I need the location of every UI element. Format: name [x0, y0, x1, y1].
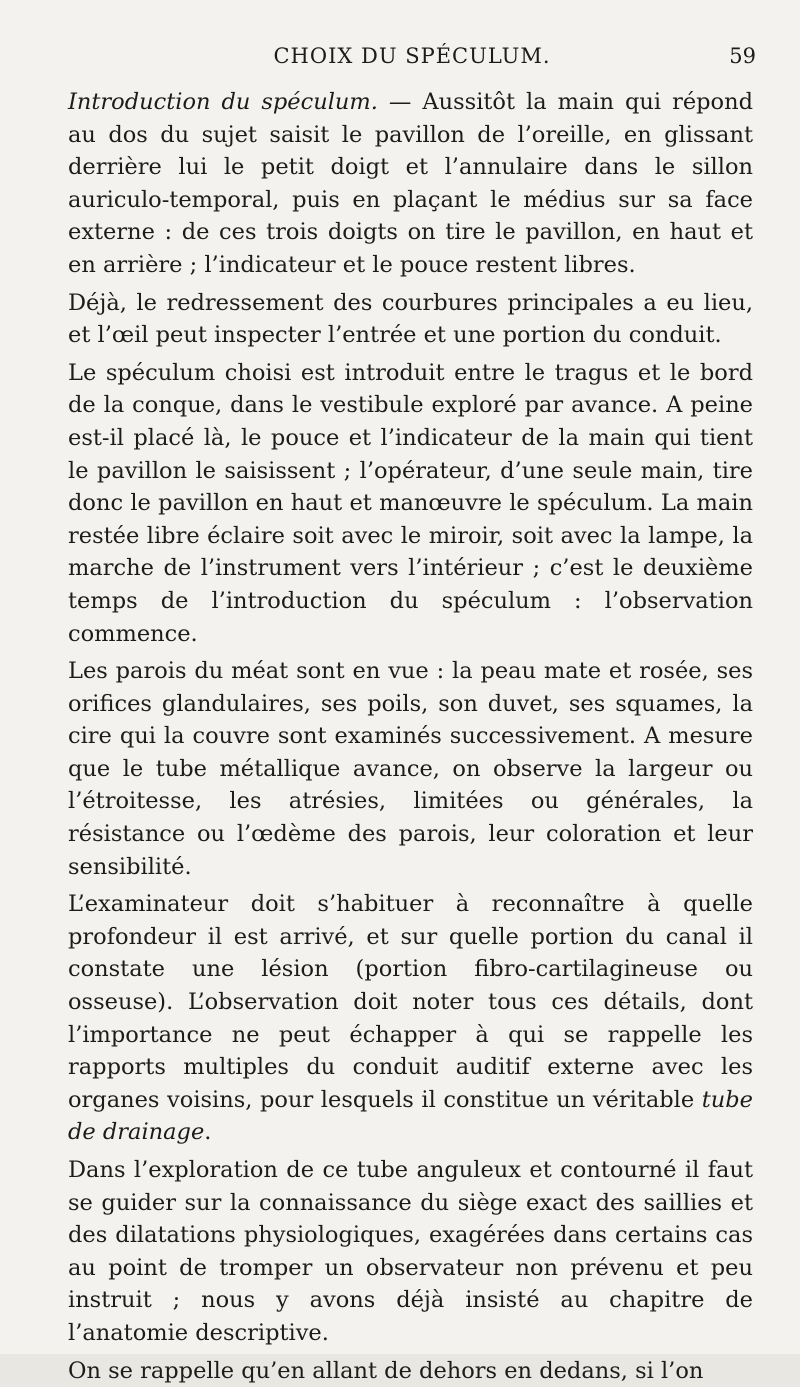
- paragraph-text: Les parois du méat sont en vue : la peau mate et rosée, ses orifices glandulaires, ses poils, son duvet, ses squames, la cire qui la couvre sont examinés successivement. A mesure que le tube métallique avance, on observe la largeur ou l’étroitesse, les atrésies, limitées ou générales, la résistance ou l’œdème des parois, leur coloration et leur sensibilité.: [68, 658, 753, 880]
- paragraph-tail: .: [204, 1119, 212, 1146]
- paragraph-text: — Aussitôt la main qui répond au dos du sujet saisit le pavillon de l’oreille, en glissant derrière lui le petit doigt et l’annulaire dans le sillon auriculo-temporal, puis en plaçant le médius sur sa face externe : de ces trois doigts on tire le pavillon, en haut et en arrière ; l’indicateur et le pouce restent libres.: [68, 89, 753, 278]
- paragraph-text: Déjà, le redressement des courbures principales a eu lieu, et l’œil peut inspecter l’entrée et une portion du conduit.: [68, 289, 753, 349]
- paragraph-introduction: [68, 86, 753, 282]
- page-header: [68, 44, 756, 74]
- running-title: CHOIX DU SPÉCULUM.: [273, 44, 551, 68]
- paragraph-text: On se rappelle qu’en allant de dehors en dedans, si l’on: [68, 1357, 704, 1384]
- paragraph-text: L’examinateur doit s’habituer à reconnaître à quelle profondeur il est arrivé, et sur quelle portion du canal il constate une lésion (portion fibro-cartilagineuse ou osseuse). L’observation doit noter tous ces détails, dont l’importance ne peut échapper à qui se rappelle les rapports multiples du conduit auditif externe avec les organes voisins, pour lesquels il constitue un véritable: [68, 891, 753, 1113]
- paragraph-lead-heading: Introduction du spéculum.: [68, 89, 378, 115]
- paragraph-text: Dans l’exploration de ce tube anguleux et contourné il faut se guider sur la connaissance du siège exact des saillies et des dilatations physiologiques, exagérées dans certains cas au point de tromper un observateur non prévenu et peu instruit ; nous y avons déjà insisté au chapitre de l’anatomie descriptive.: [68, 1157, 753, 1346]
- paragraph: [68, 1154, 753, 1350]
- paragraph: [68, 287, 753, 352]
- page-number: 59: [729, 44, 756, 68]
- paragraph: [68, 357, 753, 650]
- paragraph: [68, 888, 753, 1149]
- paragraph: [68, 1355, 753, 1387]
- italic-term: tube de drainage: [68, 1086, 753, 1146]
- paragraph: [68, 655, 753, 883]
- body-text: [68, 86, 753, 1387]
- paragraph-text: Le spéculum choisi est introduit entre le tragus et le bord de la conque, dans le vestibule exploré par avance. A peine est-il placé là, le pouce et l’indicateur de la main qui tient le pavillon le saisissent ; l’opérateur, d’une seule main, tire donc le pavillon en haut et manœuvre le spéculum. La main restée libre éclaire soit avec le miroir, soit avec la lampe, la marche de l’instrument vers l’intérieur ; c’est le deuxième temps de l’introduction du spéculum : l’observation commence.: [68, 359, 753, 647]
